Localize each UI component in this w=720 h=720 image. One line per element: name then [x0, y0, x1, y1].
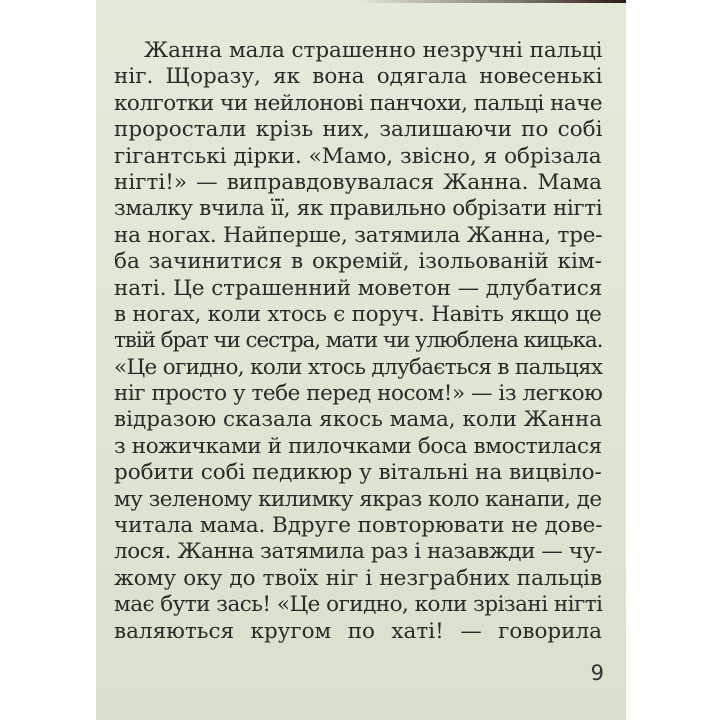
text-line: Жанна мала страшенно незручні пальці	[144, 38, 603, 63]
text-line: валяються кругом по хаті! — говорила	[114, 618, 602, 644]
text-line: проростали крізь них, залишаючи по собі	[114, 117, 603, 143]
book-page	[96, 0, 626, 720]
text-line: нігті!» — виправдовувалася Жанна. Мама	[114, 169, 602, 195]
text-line: читала мама. Вдруге повторювати не дове-	[114, 513, 603, 539]
text-line: «Це огидно, коли хтось длубається в пальцях	[114, 354, 603, 380]
page-edge-shadow	[356, 0, 626, 3]
text-line: має бути зась! «Це огидно, коли зрізані нігті	[114, 592, 603, 618]
text-line: лося. Жанна затямила раз і назавжди — чу-	[114, 539, 602, 565]
text-line: змалку вчила її, як правильно обрізати нігті	[114, 196, 603, 222]
text-line: наті. Це страшенний моветон — длубатися	[114, 275, 603, 301]
text-line: ба зачинитися в окремій, ізольованій кім-	[114, 249, 602, 275]
text-line: гігантські дірки. «Мамо, звісно, я обрізала	[114, 143, 602, 169]
text-line: твій брат чи сестра, мати чи улюблена кицька.	[114, 328, 603, 354]
body-text	[114, 38, 602, 645]
text-line: відразою сказала якось мама, коли Жанна	[114, 407, 603, 433]
text-line: му зеленому килимку якраз коло канапи, де	[114, 486, 602, 512]
text-line: ніг просто у тебе перед носом!» — із легкою	[114, 381, 603, 407]
text-line: ніг. Щоразу, як вона одягала новесенькі	[114, 64, 603, 90]
text-line: з ножичками й пилочками боса вмостилася	[114, 433, 602, 459]
page-number: 9	[590, 661, 604, 685]
text-line: в ногах, коли хтось є поруч. Навіть якщо це	[114, 301, 602, 327]
text-line: робити собі педикюр у вітальні на вицвіло-	[114, 460, 602, 486]
text-line: колготки чи нейлонові панчохи, пальці наче	[114, 90, 603, 116]
text-line: жому оку до твоїх ніг і незграбних пальців	[114, 565, 603, 591]
text-line: на ногах. Найперше, затямила Жанна, тре-	[114, 222, 603, 248]
